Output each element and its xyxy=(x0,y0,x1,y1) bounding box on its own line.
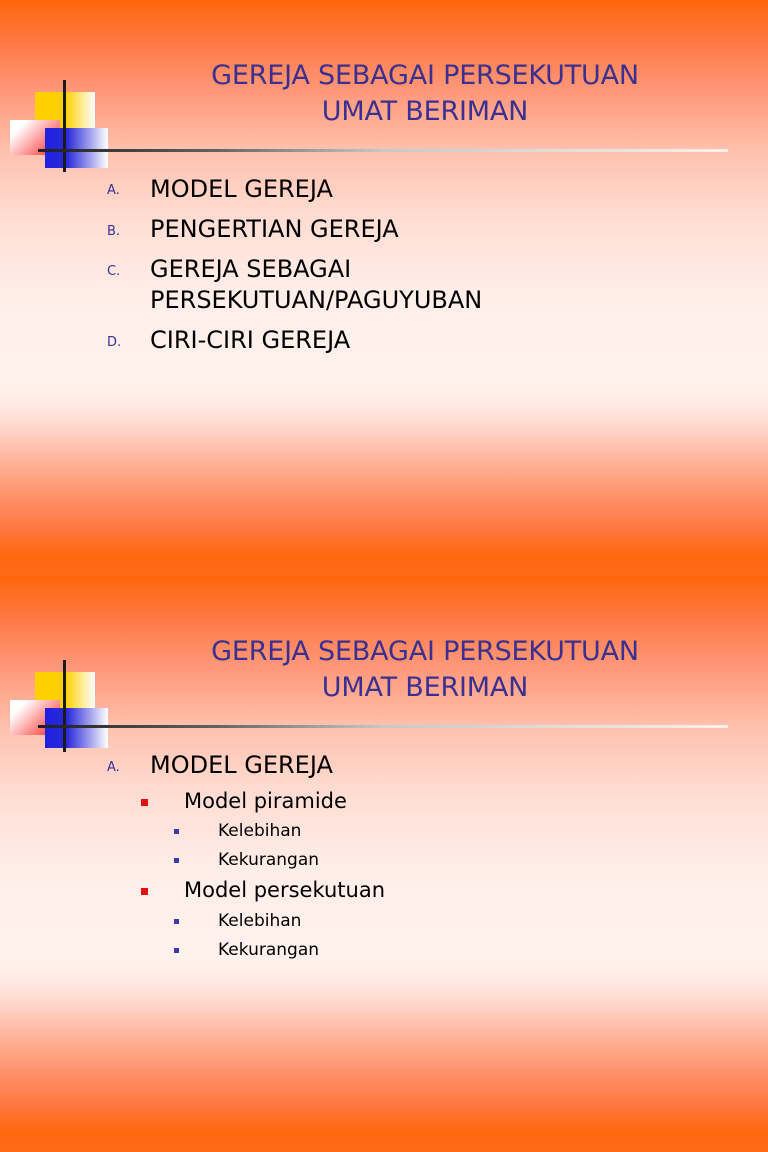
red-square-bullet-icon xyxy=(141,799,148,806)
title-divider xyxy=(38,725,728,728)
slide-title xyxy=(100,58,750,130)
title-line-1: GEREJA SEBAGAI PERSEKUTUAN xyxy=(211,636,639,667)
blue-square-bullet-icon xyxy=(174,829,179,834)
blue-square-icon xyxy=(45,128,108,168)
blue-square-bullet-icon xyxy=(174,948,179,953)
sub-sub-list-item: Kekurangan xyxy=(218,940,320,960)
slide-2 xyxy=(0,576,768,1152)
list-item: MODEL GEREJA xyxy=(150,175,333,203)
list-item: MODEL GEREJA xyxy=(150,751,333,779)
list-marker: A. xyxy=(107,183,120,198)
list-marker: A. xyxy=(107,760,120,775)
list-item: GEREJA SEBAGAI xyxy=(150,255,352,283)
vertical-line-icon xyxy=(63,660,66,752)
list-item: PENGERTIAN GEREJA xyxy=(150,215,399,243)
title-line-1: GEREJA SEBAGAI PERSEKUTUAN xyxy=(211,60,639,91)
blue-square-icon xyxy=(45,708,108,748)
blue-square-bullet-icon xyxy=(174,919,179,924)
vertical-line-icon xyxy=(63,80,66,172)
list-item-continuation: PERSEKUTUAN/PAGUYUBAN xyxy=(150,286,483,314)
list-item: CIRI-CIRI GEREJA xyxy=(150,326,351,354)
red-square-bullet-icon xyxy=(141,888,148,895)
blue-square-bullet-icon xyxy=(174,858,179,863)
sub-list-item: Model piramide xyxy=(184,789,347,813)
list-marker: D. xyxy=(107,335,122,350)
list-marker: C. xyxy=(107,264,121,279)
slide-title xyxy=(100,634,750,706)
sub-sub-list-item: Kekurangan xyxy=(218,850,320,870)
list-marker: B. xyxy=(107,224,121,239)
sub-list-item: Model persekutuan xyxy=(184,878,386,902)
title-divider xyxy=(38,149,728,152)
sub-sub-list-item: Kelebihan xyxy=(218,821,302,841)
sub-sub-list-item: Kelebihan xyxy=(218,911,302,931)
title-line-2: UMAT BERIMAN xyxy=(321,672,529,703)
title-line-2: UMAT BERIMAN xyxy=(321,96,529,127)
